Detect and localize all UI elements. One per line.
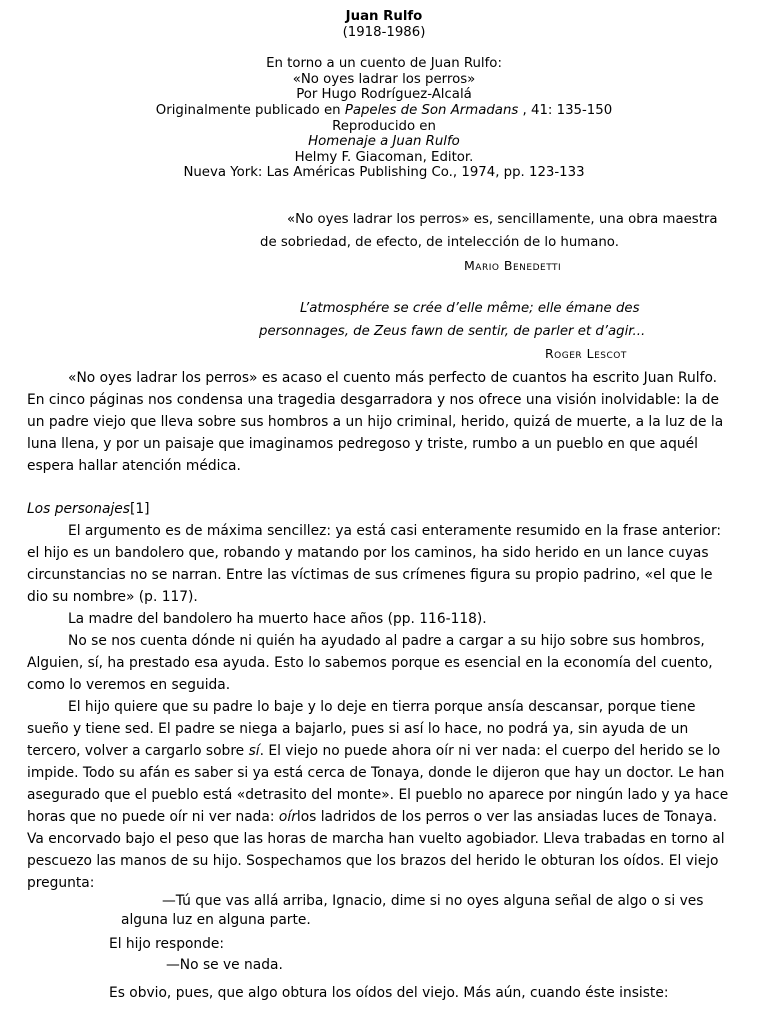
- intro-line: un padre viejo que lleva sobre sus hombros a un hijo criminal, herido, quizá de muerte, a la luz de la: [27, 414, 724, 430]
- author-years: (1918-1986): [342, 24, 426, 40]
- intro-line: «No oyes ladrar los perros» es acaso el cuento más perfecto de cuantos ha escrito Juan Rulfo.: [68, 370, 718, 386]
- para3-line: como lo veremos en seguida.: [27, 677, 231, 693]
- para4-line: El hijo quiere que su padre lo baje y lo deje en tierra porque ansía descansar, porque tiene: [68, 699, 696, 715]
- author-name: Juan Rulfo: [345, 9, 423, 24]
- epigraph-benedetti-line2: de sobriedad, de efecto, de intelección de lo humano.: [260, 235, 619, 250]
- son-responds-text: El hijo responde:: [109, 936, 225, 952]
- intro-line: espera hallar atención médica.: [27, 458, 241, 474]
- book-publisher: Nueva York: Las Américas Publishing Co., 1974, pp. 123-133: [183, 165, 585, 181]
- journal-title: Papeles de Son Armadans: [344, 102, 519, 118]
- closing-sentence: Es obvio, pues, que algo obtura los oídos del viejo. Más aún, cuando éste insiste:: [109, 985, 669, 1001]
- para4-line: sueño y tiene sed. El padre se niega a bajarlo, pues si así lo hace, no podrá ya, sin ayuda de un: [27, 721, 689, 737]
- original-publication: [0, 103, 768, 119]
- para4-line: pregunta:: [27, 875, 95, 891]
- para1-line: circunstancias no se narran. Entre las víctimas de sus crímenes figura su propio padrino, «el que le: [27, 567, 713, 583]
- section-title: Los personajes: [27, 501, 130, 517]
- section-heading: [27, 498, 747, 520]
- book-title: Homenaje a Juan Rulfo: [308, 134, 460, 150]
- para1-line: el hijo es un bandolero que, robando y matando por los caminos, ha sido herido en un lance cuyas: [27, 545, 709, 561]
- para3-line: Alguien, sí, ha prestado esa ayuda. Esto lo sabemos porque es esencial en la economía del cuento,: [27, 655, 713, 671]
- original-publication-suffix: , 41: 135-150: [518, 102, 613, 118]
- para4-line: tercero, volver a cargarlo sobre sí. El viejo no puede ahora oír ni ver nada: el cuerpo del herido se lo: [27, 743, 721, 759]
- para2-line: La madre del bandolero ha muerto hace años (pp. 116-118).: [68, 611, 487, 627]
- epigraph-lescot-line2: personnages, de Zeus fawn de sentir, de parler et d’agir...: [259, 324, 646, 339]
- original-publication-prefix: Originalmente publicado en: [155, 102, 345, 118]
- para4-line: horas que no puede oír ni ver nada: oírlos ladridos de los perros o ver las ansiadas luces de Tonaya.: [27, 809, 718, 825]
- essay-author: Por Hugo Rodríguez-Alcalá: [296, 87, 472, 103]
- para4-line: pescuezo las manos de su hijo. Sospechamos que los brazos del herido le obturan los oídos. El viejo: [27, 853, 719, 869]
- epigraph-benedetti-line1: «No oyes ladrar los perros» es, sencillamente, una obra maestra: [287, 212, 718, 227]
- footnote-link[interactable]: [1]: [129, 501, 150, 517]
- para1-line: dio su nombre» (p. 117).: [27, 589, 198, 605]
- epigraph-lescot-line1: L’atmosphére se crée d’elle même; elle émane des: [300, 301, 640, 316]
- document-header: [0, 9, 768, 181]
- reproduced-label: Reproducido en: [332, 118, 436, 134]
- book-editor: Helmy F. Giacoman, Editor.: [294, 149, 474, 165]
- intro-line: luna llena, y por un paisaje que imaginamos pedregoso y triste, rumbo a un pueblo en que aquél: [27, 436, 698, 452]
- para3-line: No se nos cuenta dónde ni quién ha ayudado al padre a cargar a su hijo sobre sus hombros,: [68, 633, 705, 649]
- intro-paragraph: [27, 367, 747, 477]
- essay-title-intro: En torno a un cuento de Juan Rulfo:: [266, 56, 502, 72]
- intro-line: En cinco páginas nos condensa una tragedia desgarradora y nos ofrece una visión inolvidable: la de: [27, 392, 719, 408]
- epigraph-benedetti-attribution: Mario Benedetti: [464, 258, 562, 273]
- para4-line: impide. Todo su afán es saber si ya está cerca de Tonaya, donde le dijeron que hay un doctor. Le han: [27, 765, 725, 781]
- para4-line: Va encorvado bajo el peso que las horas de marcha han vuelto agobiador. Lleva trabadas en torno al: [27, 831, 725, 847]
- para4-line: asegurado que el pueblo está «detrasito del monte». El pueblo no aparece por ningún lado y ya hace: [27, 787, 729, 803]
- dialogue-quote-line2: alguna luz en alguna parte.: [121, 912, 311, 928]
- story-title: «No oyes ladrar los perros»: [292, 71, 476, 87]
- dialogue-answer: —No se ve nada.: [166, 957, 283, 973]
- epigraph-lescot-attribution: Roger Lescot: [545, 346, 627, 361]
- para1-line: El argumento es de máxima sencillez: ya está casi enteramente resumido en la frase anterior:: [68, 523, 722, 539]
- argument-paragraph: [27, 520, 747, 894]
- dialogue-quote-line1: —Tú que vas allá arriba, Ignacio, dime si no oyes alguna señal de algo o si ves: [162, 893, 704, 909]
